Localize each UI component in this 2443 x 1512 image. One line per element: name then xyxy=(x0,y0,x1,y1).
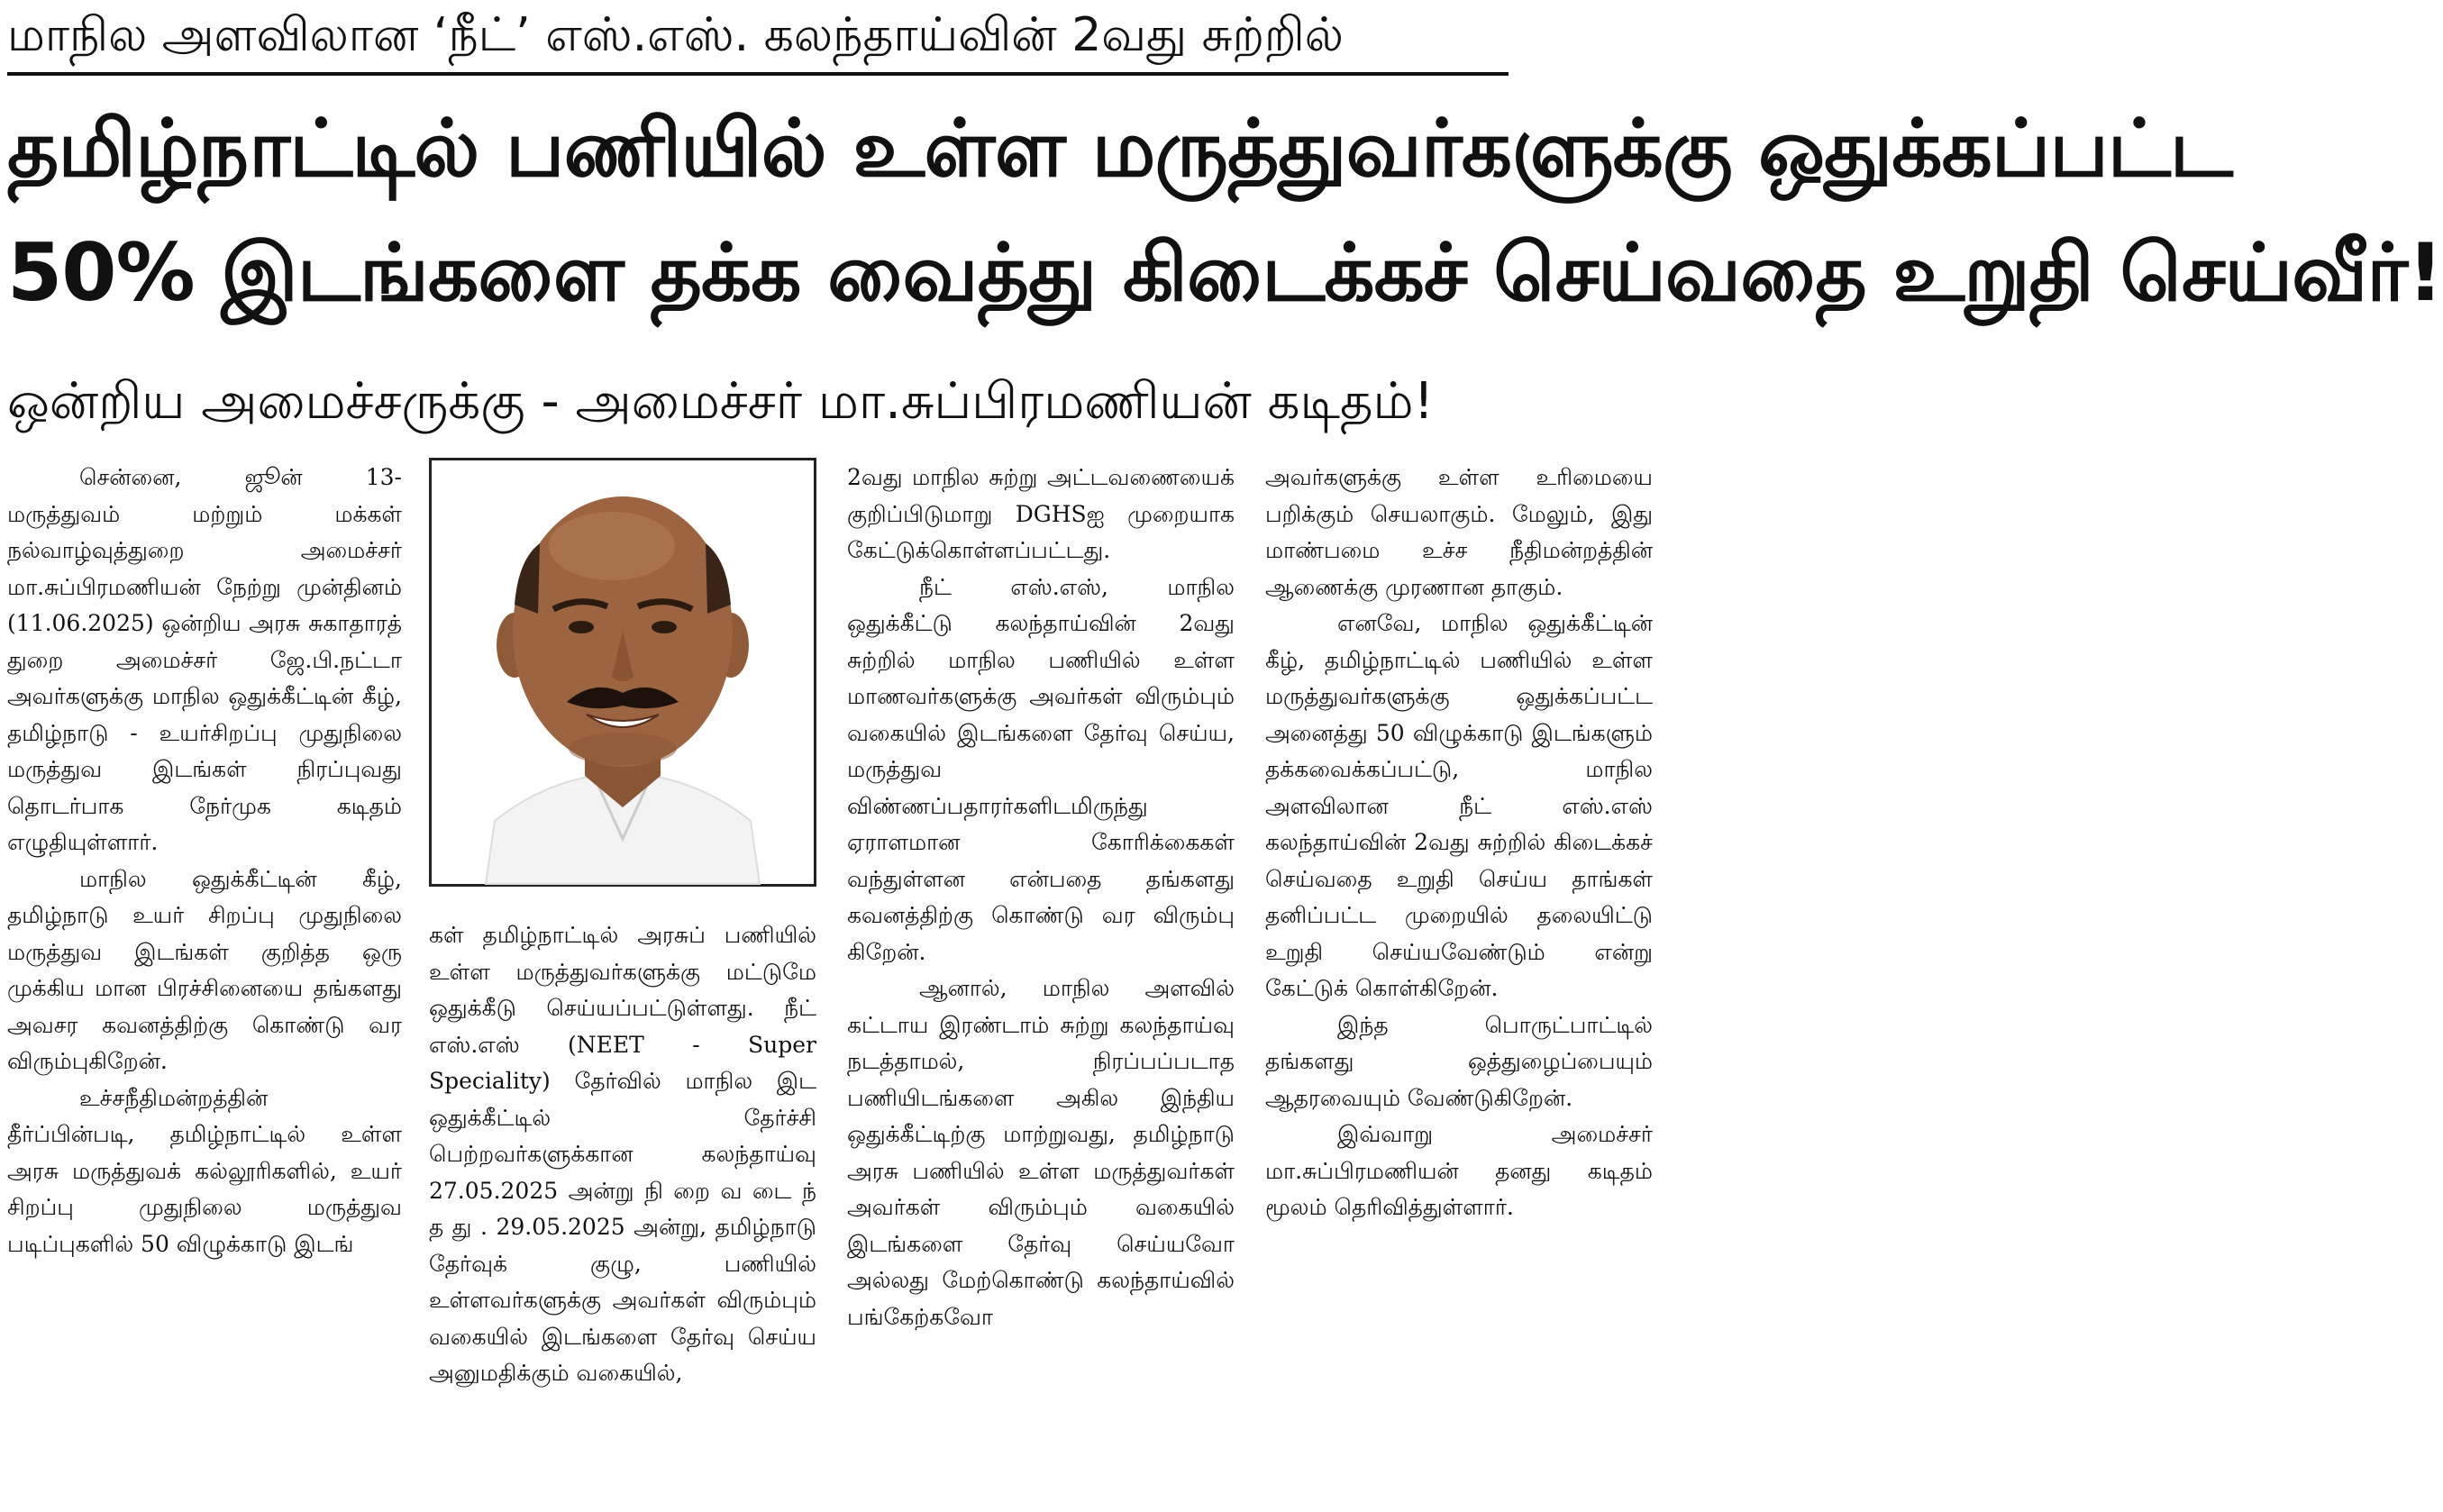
kicker-headline: மாநில அளவிலான ‘நீட்’ எஸ்.எஸ். கலந்தாய்வின் 2வது சுற்றில் xyxy=(7,8,1344,62)
paragraph: எனவே, மாநில ஒதுக்கீட்டின் கீழ், தமிழ்நாட்டில் பணியில் உள்ள மருத்துவர்களுக்கு ஒதுக்கப்பட்ட அனைத்து 50 விழுக்காடு இடங்களும் தக்கவைக்கப்பட்டு, மாநில அளவிலான நீட் எஸ்.எஸ் கலந்தாய்வின் 2வது சுற்றில் கிடைக்கச் செய்வதை உறுதி செய்ய தாங்கள் தனிப்பட்ட முறையில் தலையிட்டு உறுதி செய்யவேண்டும் என்று கேட்டுக் கொள்கிறேன். xyxy=(1265,610,1653,1001)
paragraph: உச்சநீதிமன்றத்தின் தீர்ப்பின்படி, தமிழ்நாட்டில் உள்ள அரசு மருத்துவக் கல்லூரிகளில், உயர் சிறப்பு முதுநிலை மருத்துவ படிப்புகளில் 50 விழுக்காடு இடங் xyxy=(7,1084,402,1257)
headline-line-1: தமிழ்நாட்டில் பணியில் உள்ள மருத்துவர்களுக்கு ஒதுக்கப்பட்ட xyxy=(7,102,2232,195)
paragraph: நீட் எஸ்.எஸ், மாநில ஒதுக்கீட்டு கலந்தாய்வின் 2வது சுற்றில் மாநில பணியில் உள்ள மாணவர்களுக்கு அவர்கள் விரும்பும் வகையில் இடங்களை தேர்வு செய்ய, மருத்துவ விண்ணப்பதாரர்களிடமிருந்து ஏராளமான கோரிக்கைகள் வந்துள்ளன என்பதை தங்களது கவனத்திற்கு கொண்டு வர விரும்பு கிறேன். xyxy=(847,573,1235,965)
minister-photo xyxy=(429,458,816,887)
paragraph: கள் தமிழ்நாட்டில் அரசுப் பணியில் உள்ள மருத்துவர்களுக்கு மட்டுமே ஒதுக்கீடு செய்யப்பட்டுள்ளது. நீட் எஸ்.எஸ் (NEET - Super Speciality) தேர்வில் மாநில இட ஒதுக்கீட்டில் தேர்ச்சி பெற்றவர்களுக்கான கலந்தாய்வு 27.05.2025 அன்று நி றை வ டை ந் த து . 29.05.2025 அன்று, தமிழ்நாடு தேர்வுக் குழு, பணியில் உள்ளவர்களுக்கு அவர்கள் விரும்பும் வகையில் இடங்களை தேர்வு செய்ய அனுமதிக்கும் வகையில், xyxy=(429,922,816,1386)
paragraph: இந்த பொருட்பாட்டில் தங்களது ஒத்துழைப்பையும் ஆதரவையும் வேண்டுகிறேன். xyxy=(1265,1011,1653,1111)
kicker-rule xyxy=(7,72,1509,76)
article-column-2 xyxy=(429,917,816,1507)
article-column-1 xyxy=(7,460,402,1507)
paragraph: 2வது மாநில சுற்று அட்டவணையைக் குறிப்பிடுமாறு DGHSஐ முறையாக கேட்டுக்கொள்ளப்பட்டது. xyxy=(847,464,1235,563)
paragraph: அவர்களுக்கு உள்ள உரிமையை பறிக்கும் செயலாகும். மேலும், இது மாண்பமை உச்ச நீதிமன்றத்தின் ஆணைக்கு முரணான தாகும். xyxy=(1265,464,1653,600)
article-column-3 xyxy=(847,460,1235,1507)
sub-headline: ஒன்றிய அமைச்சருக்கு - அமைச்சர் மா.சுப்பிரமணியன் கடிதம்! xyxy=(7,372,1435,431)
paragraph: இவ்வாறு அமைச்சர் மா.சுப்பிரமணியன் தனது கடிதம் மூலம் தெரிவித்துள்ளார். xyxy=(1265,1121,1653,1220)
portrait-image xyxy=(432,460,814,884)
article-column-4 xyxy=(1265,460,1653,1507)
paragraph: ஆனால், மாநில அளவில் கட்டாய இரண்டாம் சுற்று கலந்தாய்வு நடத்தாமல், நிரப்பப்படாத பணியிடங்களை அகில இந்திய ஒதுக்கீட்டிற்கு மாற்றுவது, தமிழ்நாடு அரசு பணியில் உள்ள மருத்துவர்கள் அவர்கள் விரும்பும் வகையில் இடங்களை தேர்வு செய்யவோ அல்லது மேற்கொண்டு கலந்தாய்வில் பங்கேற்கவோ xyxy=(847,975,1235,1330)
paragraph: மாநில ஒதுக்கீட்டின் கீழ், தமிழ்நாடு உயர் சிறப்பு முதுநிலை மருத்துவ இடங்கள் குறித்த ஒரு முக்கிய மான பிரச்சினையை தங்களது அவசர கவனத்திற்கு கொண்டு வர விரும்புகிறேன். xyxy=(7,865,402,1074)
paragraph: சென்னை, ஜூன் 13- மருத்துவம் மற்றும் மக்கள் நல்வாழ்வுத்துறை அமைச்சர் மா.சுப்பிரமணியன் நேற்று முன்தினம் (11.06.2025) ஒன்றிய அரசு சுகாதாரத் துறை அமைச்சர் ஜே.பி.நட்டா அவர்களுக்கு மாநில ஒதுக்கீட்டின் கீழ், தமிழ்நாடு - உயர்சிறப்பு முதுநிலை மருத்துவ இடங்கள் நிரப்புவது தொடர்பாக நேர்முக கடிதம் எழுதியுள்ளார். xyxy=(7,464,402,855)
headline-line-2: 50% இடங்களை தக்க வைத்து கிடைக்கச் செய்வதை உறுதி செய்வீர்! xyxy=(7,226,2443,319)
